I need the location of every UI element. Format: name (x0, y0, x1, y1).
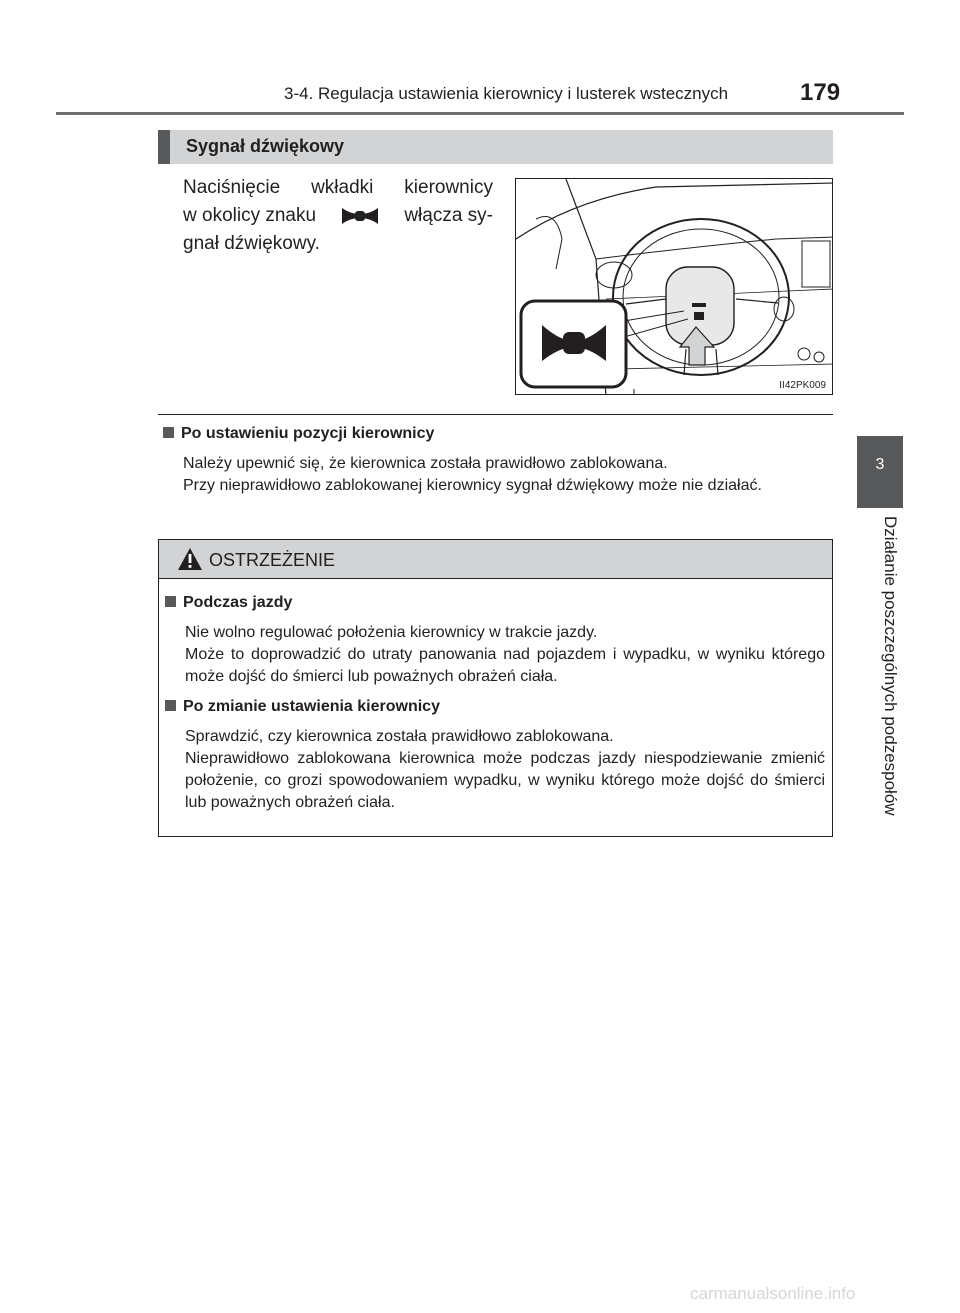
header-divider (56, 112, 904, 115)
warning-title: OSTRZEŻENIE (209, 550, 336, 570)
intro-word: Naciśnięcie (183, 177, 281, 198)
chapter-title: Działanie poszczególnych podzespołów (881, 516, 900, 816)
warning-item-heading-text: Podczas jazdy (183, 594, 293, 611)
section-heading-bar (158, 130, 833, 164)
note-heading (163, 425, 434, 443)
intro-word: wkładki (311, 177, 374, 198)
warning-box (158, 539, 833, 837)
page-number: 179 (800, 79, 841, 106)
watermark: carmanualsonline.info (690, 1284, 856, 1303)
warning-item-heading-text: Po zmianie ustawienia kierownicy (183, 698, 440, 715)
intro-text: gnał dźwiękowy. (183, 233, 320, 254)
chapter-tab (857, 436, 903, 508)
figure-code: II42PK009 (779, 380, 826, 391)
bullet-square-icon (165, 596, 176, 607)
warning-header (159, 540, 832, 579)
note-line: Należy upewnić się, że kierownica została prawidłowo zablokowana. (183, 455, 668, 472)
note-heading-text: Po ustawieniu pozycji kierownicy (181, 425, 435, 442)
steering-wheel-drawing (516, 179, 833, 395)
intro-text: włącza sy- (404, 205, 493, 226)
intro-word: kierownicy (404, 177, 493, 198)
running-header: 3-4. Regulacja ustawienia kierownicy i lusterek wstecznych (284, 84, 729, 103)
warning-item-line: Nie wolno regulować położenia kierownicy w trakcie jazdy. (185, 624, 598, 641)
note-line: Przy nieprawidłowo zablokowanej kierownicy sygnał dźwiękowy może nie działać. (183, 477, 762, 494)
bullet-square-icon (163, 427, 174, 438)
horn-icon (338, 204, 382, 228)
warning-item-heading (165, 698, 440, 716)
warning-item-heading (165, 594, 292, 612)
section-divider (158, 414, 833, 415)
warning-item-line: Może to doprowadzić do utraty panowania nad pojazdem i wypadku, w wyniku którego może dojść do śmierci lub poważnych obrażeń ciała. (185, 646, 825, 685)
warning-triangle-icon (177, 547, 203, 571)
bullet-square-icon (165, 700, 176, 711)
intro-text: w okolicy znaku (183, 205, 317, 226)
section-title: Sygnał dźwiękowy (186, 136, 345, 156)
chapter-number: 3 (875, 456, 885, 473)
intro-paragraph (183, 174, 493, 258)
warning-item-line: Sprawdzić, czy kierownica została prawidłowo zablokowana. (185, 728, 614, 745)
steering-wheel-illustration (515, 178, 833, 395)
warning-item-line: Nieprawidłowo zablokowana kierownica może podczas jazdy niespodziewanie zmienić położenie, co grozi spowodowaniem wypadku, w wyniku którego może dojść do śmierci lub poważnych obrażeń ciała. (185, 750, 825, 811)
